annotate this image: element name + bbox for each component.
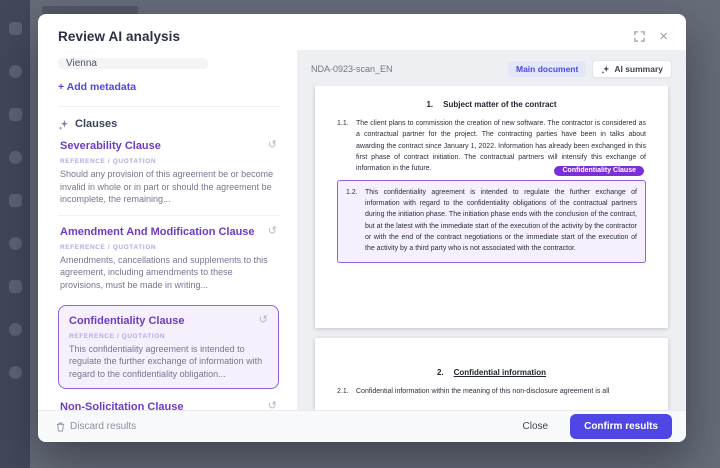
- trash-icon: [56, 422, 65, 432]
- app-sidebar: [0, 0, 30, 468]
- clause-quote: Amendments, cancellations and supplements to this agreement, including amendments to these provisions, must be made in writing...: [60, 254, 268, 290]
- document-preview[interactable]: [311, 86, 672, 410]
- expand-icon[interactable]: [634, 31, 645, 42]
- doc-heading-1: 1. Subject matter of the contract: [426, 100, 557, 109]
- clauses-section-label: Clauses: [75, 118, 118, 130]
- clause-title: Non-Solicitation Clause: [60, 401, 184, 410]
- reference-label: REFERENCE / QUOTATION: [60, 158, 157, 165]
- reference-label: REFERENCE / QUOTATION: [60, 243, 157, 251]
- clause-title: Severability Clause: [60, 140, 161, 152]
- divider: [58, 106, 279, 107]
- doc-paragraph-1-1: 1.1. The client plans to commission the creation of new software. The contractor is considered as a contractual partner for the project. The contracting parties have been in talks about awarding the contract since January 1, 2022. Information has already been exchanged in this first phase of contract initiation. The contractual partners will intensify this exchange of information in the future.: [337, 120, 646, 173]
- clause-card-confidentiality-selected[interactable]: [58, 305, 279, 390]
- undo-icon[interactable]: ↺: [267, 224, 277, 237]
- sidebar-nav-icon[interactable]: [9, 151, 22, 164]
- confidentiality-clause-highlight-label[interactable]: Confidentiality Clause: [554, 166, 644, 176]
- undo-icon[interactable]: ↺: [258, 313, 268, 326]
- main-document-badge[interactable]: Main document: [508, 61, 586, 77]
- document-filename: NDA-0923-scan_EN: [311, 64, 393, 74]
- close-button[interactable]: Close: [522, 421, 549, 432]
- sidebar-nav-icon[interactable]: [9, 194, 22, 207]
- clause-quote: Should any provision of this agreement be or become invalid in whole or in part or should the agreement be incomplete, the remaining...: [60, 169, 274, 205]
- document-panel: [297, 50, 686, 410]
- sparkle-icon: [58, 119, 69, 130]
- clause-title: Amendment And Modification Clause: [60, 225, 255, 238]
- review-ai-analysis-modal: [38, 14, 686, 442]
- sidebar-nav-icon[interactable]: [9, 65, 22, 78]
- clauses-section-header: [58, 118, 279, 130]
- discard-results-button[interactable]: [56, 421, 136, 432]
- modal-footer: [38, 410, 686, 442]
- clauses-panel: [38, 50, 297, 410]
- sidebar-nav-icon[interactable]: [9, 280, 22, 293]
- add-metadata-button[interactable]: + Add metadata: [58, 81, 137, 93]
- close-icon[interactable]: ×: [659, 28, 668, 45]
- highlighted-clause-box[interactable]: [337, 180, 646, 263]
- undo-icon[interactable]: ↺: [267, 139, 277, 151]
- doc-heading-2: 2. Confidential information: [436, 368, 547, 377]
- undo-icon[interactable]: ↺: [267, 400, 277, 410]
- confirm-results-button[interactable]: Confirm results: [570, 414, 672, 439]
- sidebar-nav-icon[interactable]: [9, 323, 22, 336]
- clause-quote: This confidentiality agreement is intended to regulate the further exchange of information with regard to the confidentiality obligation...: [69, 343, 263, 379]
- sidebar-nav-icon[interactable]: [9, 22, 22, 35]
- ai-summary-button[interactable]: [592, 60, 672, 78]
- sidebar-nav-icon[interactable]: [9, 237, 22, 250]
- document-page-2: [315, 338, 668, 410]
- modal-title: Review AI analysis: [58, 29, 181, 44]
- doc-paragraph-2-1: 2.1. Confidential information within the meaning of this non-disclosure agreement is all: [337, 388, 610, 395]
- ai-summary-label: AI summary: [614, 64, 663, 74]
- modal-header: [38, 14, 686, 50]
- doc-paragraph-1-2: 1.2. This confidentiality agreement is intended to regulate the further exchange of information with regard to the confidentiality obligations of the contractual partners during the initiation phase. The initiation phase ends with the conclusion of the contract, but at the latest with the immediate start of the execution of the activity by the contractor or with the end of the contract negotiations or the immediate start of the execution of the activity by a third party who is not associated with the contractor.: [346, 188, 637, 253]
- clause-card-severability[interactable]: [58, 130, 279, 216]
- metadata-input[interactable]: [58, 58, 208, 69]
- sidebar-nav-icon[interactable]: [9, 366, 22, 379]
- clause-title: Confidentiality Clause: [69, 314, 185, 327]
- clause-card-amendment[interactable]: [58, 216, 279, 301]
- discard-results-label: Discard results: [70, 421, 137, 432]
- sidebar-nav-icon[interactable]: [9, 108, 22, 121]
- sparkle-icon: [601, 65, 610, 74]
- document-page-1: [315, 86, 668, 328]
- clause-card-non-solicitation[interactable]: [58, 391, 279, 410]
- reference-label: REFERENCE / QUOTATION: [69, 332, 166, 340]
